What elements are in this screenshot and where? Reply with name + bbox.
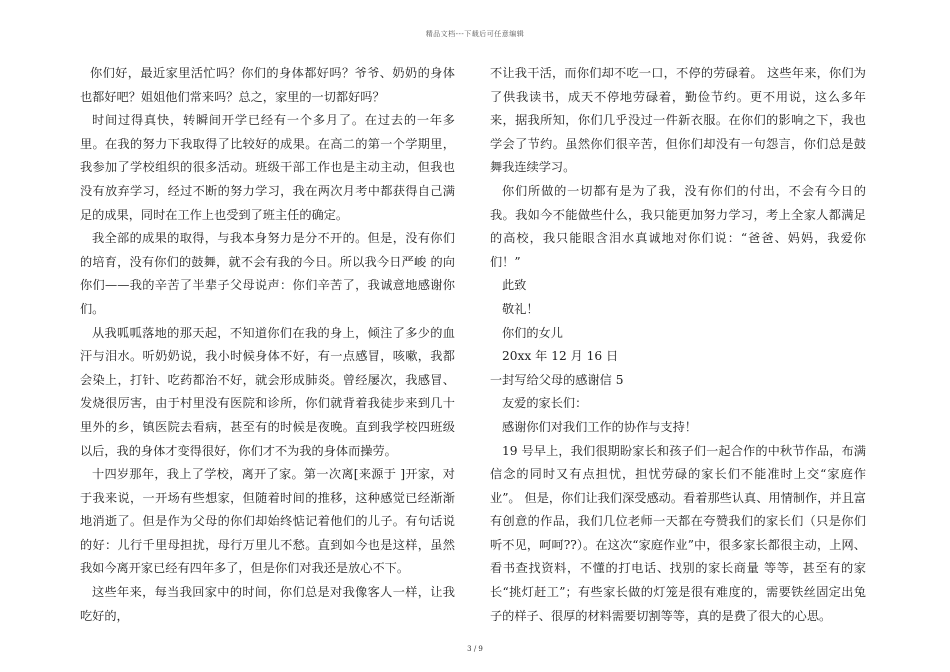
paragraph: 十四岁那年，我上了学校，离开了家。第一次离[来源于 ]开家，对于我来说，一开场有些想家，但随着时间的推移，这种感觉已经渐渐地消逝了。但是作为父母的你们却始终惦记着他们的儿子。有句话说的好：儿行千里母担扰，母行万里儿不愁。直到如今也是这样，虽然我如今离开家已经有四年多了，但是你们对我还是放心不下。: [80, 467, 455, 576]
greeting: 友爱的家长们：: [502, 396, 588, 411]
paragraph: 我全部的成果的取得，与我本身努力是分不开的。但是，没有你们的培育，没有你们的鼓舞，就不会有我的今日。所以我今日严峻 的向你们——我的辛苦了半辈子父母说声：你们辛苦了，我诚意地感谢你们。: [80, 231, 455, 316]
paragraph: 这些年来，每当我回家中的时间，你们总是对我像客人一样，让我吃好的，: [80, 585, 455, 623]
paragraph: 你们所做的一切都有是为了我，没有你们的付出，不会有今日的我。我如今不能做些什么，我只能更加努力学习，考上全家人都满足的高校，我只能眼含泪水真诚地对你们说：“爸爸、妈妈，我爱你们！”: [490, 183, 866, 269]
page-number: 3 / 9: [467, 645, 483, 653]
right-column: [490, 62, 866, 628]
paragraph: 感谢你们对我们工作的协作与支持！: [502, 419, 697, 434]
paragraph: 从我呱呱落地的那天起，不知道你们在我的身上，倾注了多少的血汗与泪水。听奶奶说，我小时候身体不好，有一点感冒，咳嗽，我都会染上，打针、吃药都治不好，就会形成肺炎。曾经屡次，我感冒、发烧很厉害，由于村里没有医院和诊所，你们就背着我徒步来到几十里外的乡，镇医院去看病，甚至有的时候是夜晚。直到我学校四班级以后，我的身体才变得很好，你们才不为我的身体而操劳。: [80, 325, 455, 458]
page-header: 精品文档---下载后可任意编辑: [425, 30, 525, 38]
paragraph: 你们好，最近家里活忙吗？你们的身体都好吗？爷爷、奶奶的身体也都好吧？姐姐他们常来吗？总之，家里的一切都好吗？: [80, 66, 455, 104]
paragraph: 19 号早上，我们很期盼家长和孩子们一起合作的中秋节作品，布满信念的同时又有点担忧，担忧劳碌的家长们不能准时上交“家庭作业”。 但是，你们让我们深受感动。看着那些认真、用情制作，并且富有创意的作品，我们几位老师一天都在夸赞我们的家长们（只是你们听不见，呵呵??）。在这次“家庭作业”中，很多家长都很主动，上网、看书查找资料，不懂的打电话、找别的家长商量 等等，甚至有的家长“挑灯赶工”；有些家长做的灯笼是很有难度的，需要铁丝固定出兔子的样子、很厚的材料需要切割等等，真的是费了很大的心思。: [490, 443, 866, 623]
paragraph: 时间过得真快，转瞬间开学已经有一个多月了。在过去的一年多里。在我的努力下我取得了比较好的成果。在高二的第一个学期里，我参加了学校组织的很多活动。班级干部工作也是主动主动，但我也没有放弃学习，经过不断的努力学习，我在两次月考中都获得自己满足的成果，同时在工作上也受到了班主任的确定。: [80, 113, 455, 222]
section-title: 一封写给父母的感谢信 5: [490, 372, 624, 387]
closing-regards: 敬礼！: [502, 301, 539, 316]
signature: 你们的女儿: [502, 325, 563, 340]
paragraph: 不让我干活，而你们却不吃一口，不停的劳碌着。 这些年来，你们为了供我读书，成天不停地劳碌着，勤俭节约。更不用说，这么多年来，据我所知，你们几乎没过一件新衣服。在你们的影响之下，我也学会了节约。虽然你们很辛苦，但你们却没有一句怨言，你们总是鼓舞我连续学习。: [490, 66, 866, 175]
left-column: [80, 62, 455, 628]
closing-salutation: 此致: [502, 278, 527, 293]
letter-date: 20xx 年 12 月 16 日: [502, 349, 619, 364]
